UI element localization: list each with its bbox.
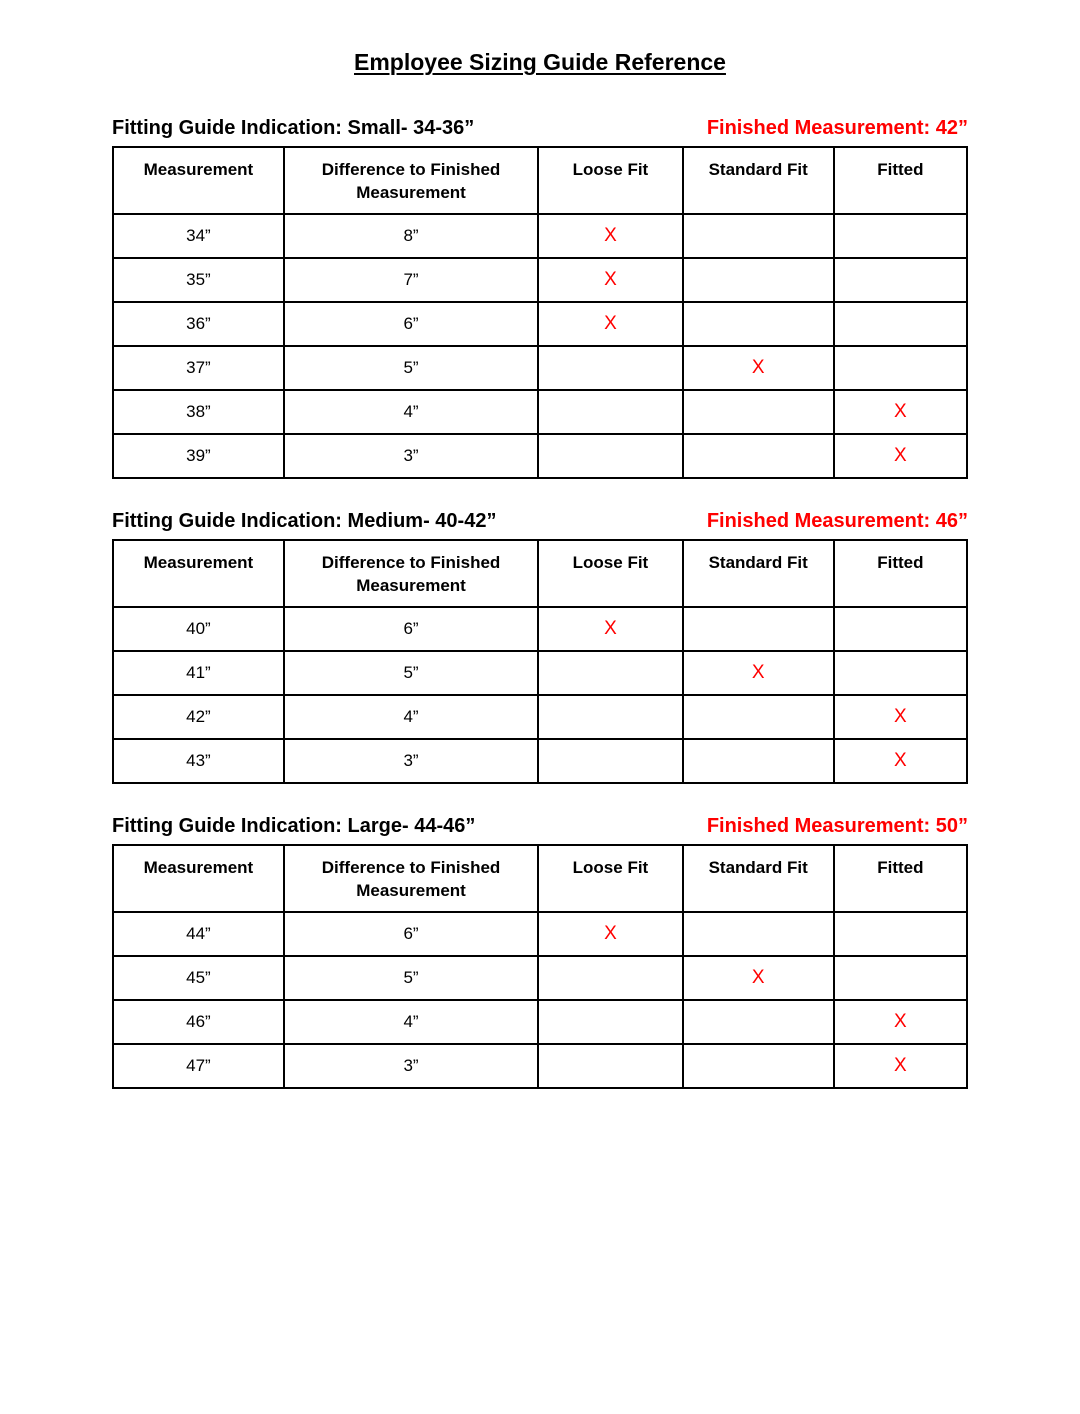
column-header: Measurement: [113, 540, 284, 607]
loose-fit-cell: X: [538, 912, 682, 956]
fitting-table: [112, 146, 968, 479]
column-header: Difference to Finished Measurement: [284, 845, 538, 912]
loose-fit-cell: [538, 434, 682, 478]
standard-fit-cell: [683, 695, 834, 739]
standard-fit-cell: [683, 302, 834, 346]
standard-fit-cell: [683, 912, 834, 956]
measurement-cell: 47”: [113, 1044, 284, 1088]
loose-fit-cell: [538, 1044, 682, 1088]
difference-cell: 5”: [284, 651, 538, 695]
table-row: [113, 258, 967, 302]
table-row: [113, 695, 967, 739]
fitting-table: [112, 539, 968, 784]
difference-cell: 8”: [284, 214, 538, 258]
fitted-cell: [834, 607, 967, 651]
finished-measurement-label: Finished Measurement: 46”: [706, 510, 968, 532]
column-header: Measurement: [113, 147, 284, 214]
measurement-cell: 34”: [113, 214, 284, 258]
measurement-cell: 38”: [113, 390, 284, 434]
table-header-row: [113, 540, 967, 607]
table-row: [113, 434, 967, 478]
table-row: [113, 912, 967, 956]
measurement-cell: 44”: [113, 912, 284, 956]
standard-fit-cell: X: [683, 956, 834, 1000]
column-header: Standard Fit: [683, 845, 834, 912]
table-row: [113, 956, 967, 1000]
loose-fit-cell: [538, 739, 682, 783]
table-row: [113, 302, 967, 346]
standard-fit-cell: [683, 390, 834, 434]
section-title: Fitting Guide Indication: Medium- 40-42”: [112, 510, 497, 532]
loose-fit-cell: X: [538, 214, 682, 258]
table-row: [113, 346, 967, 390]
column-header: Fitted: [834, 845, 967, 912]
fitting-guide-section: [112, 814, 968, 1089]
table-row: [113, 214, 967, 258]
measurement-cell: 36”: [113, 302, 284, 346]
fitted-cell: [834, 346, 967, 390]
column-header: Loose Fit: [538, 147, 682, 214]
fitted-cell: [834, 214, 967, 258]
loose-fit-cell: [538, 695, 682, 739]
standard-fit-cell: X: [683, 651, 834, 695]
table-row: [113, 1000, 967, 1044]
section-heading-row: [112, 116, 968, 140]
difference-cell: 6”: [284, 607, 538, 651]
section-heading-row: [112, 814, 968, 838]
standard-fit-cell: [683, 1044, 834, 1088]
difference-cell: 4”: [284, 1000, 538, 1044]
difference-cell: 4”: [284, 695, 538, 739]
measurement-cell: 37”: [113, 346, 284, 390]
fitting-table: [112, 844, 968, 1089]
standard-fit-cell: [683, 214, 834, 258]
difference-cell: 3”: [284, 739, 538, 783]
column-header: Difference to Finished Measurement: [284, 540, 538, 607]
standard-fit-cell: [683, 434, 834, 478]
loose-fit-cell: X: [538, 302, 682, 346]
section-title: Fitting Guide Indication: Small- 34-36”: [112, 117, 475, 139]
fitted-cell: [834, 912, 967, 956]
table-row: [113, 1044, 967, 1088]
column-header: Loose Fit: [538, 540, 682, 607]
fitted-cell: [834, 302, 967, 346]
measurement-cell: 39”: [113, 434, 284, 478]
standard-fit-cell: [683, 739, 834, 783]
fitted-cell: X: [834, 390, 967, 434]
standard-fit-cell: X: [683, 346, 834, 390]
measurement-cell: 46”: [113, 1000, 284, 1044]
standard-fit-cell: [683, 607, 834, 651]
difference-cell: 7”: [284, 258, 538, 302]
table-header-row: [113, 845, 967, 912]
table-row: [113, 390, 967, 434]
standard-fit-cell: [683, 258, 834, 302]
measurement-cell: 35”: [113, 258, 284, 302]
standard-fit-cell: [683, 1000, 834, 1044]
section-heading-row: [112, 509, 968, 533]
difference-cell: 5”: [284, 346, 538, 390]
loose-fit-cell: X: [538, 258, 682, 302]
page-title: Employee Sizing Guide Reference: [354, 49, 726, 75]
section-title: Fitting Guide Indication: Large- 44-46”: [112, 815, 476, 837]
column-header: Fitted: [834, 147, 967, 214]
finished-measurement-label: Finished Measurement: 50”: [706, 815, 968, 837]
fitted-cell: X: [834, 739, 967, 783]
column-header: Difference to Finished Measurement: [284, 147, 538, 214]
measurement-cell: 45”: [113, 956, 284, 1000]
column-header: Loose Fit: [538, 845, 682, 912]
difference-cell: 3”: [284, 434, 538, 478]
table-header-row: [113, 147, 967, 214]
measurement-cell: 42”: [113, 695, 284, 739]
loose-fit-cell: [538, 346, 682, 390]
difference-cell: 6”: [284, 912, 538, 956]
difference-cell: 5”: [284, 956, 538, 1000]
loose-fit-cell: [538, 390, 682, 434]
fitting-guide-section: [112, 509, 968, 784]
fitted-cell: X: [834, 695, 967, 739]
column-header: Standard Fit: [683, 540, 834, 607]
column-header: Fitted: [834, 540, 967, 607]
difference-cell: 6”: [284, 302, 538, 346]
fitted-cell: X: [834, 434, 967, 478]
fitted-cell: [834, 956, 967, 1000]
column-header: Standard Fit: [683, 147, 834, 214]
sections-container: [112, 116, 968, 1089]
fitted-cell: X: [834, 1044, 967, 1088]
loose-fit-cell: [538, 651, 682, 695]
column-header: Measurement: [113, 845, 284, 912]
fitted-cell: [834, 651, 967, 695]
table-row: [113, 739, 967, 783]
difference-cell: 4”: [284, 390, 538, 434]
loose-fit-cell: [538, 956, 682, 1000]
measurement-cell: 43”: [113, 739, 284, 783]
measurement-cell: 41”: [113, 651, 284, 695]
fitting-guide-section: [112, 116, 968, 479]
measurement-cell: 40”: [113, 607, 284, 651]
table-row: [113, 607, 967, 651]
difference-cell: 3”: [284, 1044, 538, 1088]
finished-measurement-label: Finished Measurement: 42”: [706, 117, 968, 139]
fitted-cell: X: [834, 1000, 967, 1044]
loose-fit-cell: [538, 1000, 682, 1044]
table-row: [113, 651, 967, 695]
loose-fit-cell: X: [538, 607, 682, 651]
fitted-cell: [834, 258, 967, 302]
